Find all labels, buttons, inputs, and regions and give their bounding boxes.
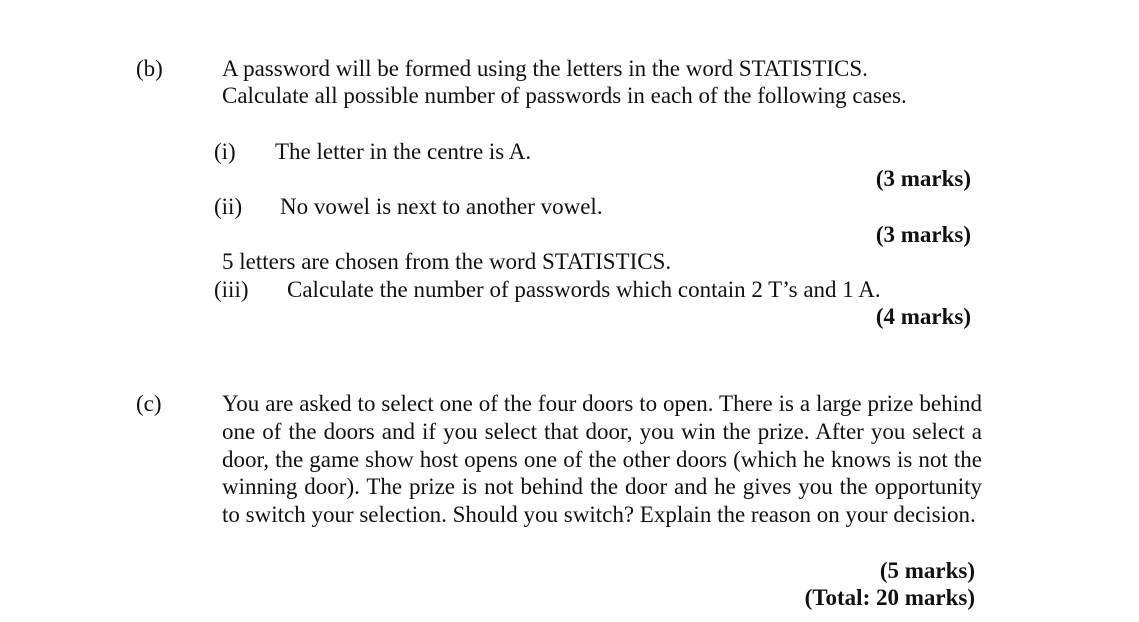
total-marks: (Total: 20 marks): [804, 585, 975, 610]
part-b-label: (b): [136, 56, 163, 81]
sub-iii-marks: (4 marks): [875, 304, 971, 329]
sub-iii-label: (iii): [214, 277, 249, 302]
sub-ii-text: No vowel is next to another vowel.: [280, 194, 603, 219]
sub-ii-label: (ii): [214, 194, 243, 219]
sub-iii-intro: 5 letters are chosen from the word STATISTICS.: [222, 249, 672, 274]
sub-i-text: The letter in the centre is A.: [275, 139, 532, 164]
sub-i-label: (i): [214, 139, 236, 164]
part-c-marks: (5 marks): [879, 558, 975, 583]
sub-iii-text: Calculate the number of passwords which contain 2 T’s and 1 A.: [287, 277, 881, 302]
sub-ii-marks: (3 marks): [875, 222, 971, 247]
part-c-question: You are asked to select one of the four doors to open. There is a large prize behind one of the doors and if you select that door, you win the prize. After you select a door, the game show host opens one of the other doors (which he knows is not the winning door). The prize is not behind the door and he gives you the opportunity to switch your selection. Should you switch? Explain the reason on your decision.: [222, 391, 982, 528]
sub-i-marks: (3 marks): [875, 166, 971, 191]
part-b-intro-line2: Calculate all possible number of passwords in each of the following cases.: [222, 83, 907, 108]
part-b-intro-line1: A password will be formed using the letters in the word STATISTICS.: [222, 56, 868, 81]
part-c-label: (c): [136, 391, 162, 416]
